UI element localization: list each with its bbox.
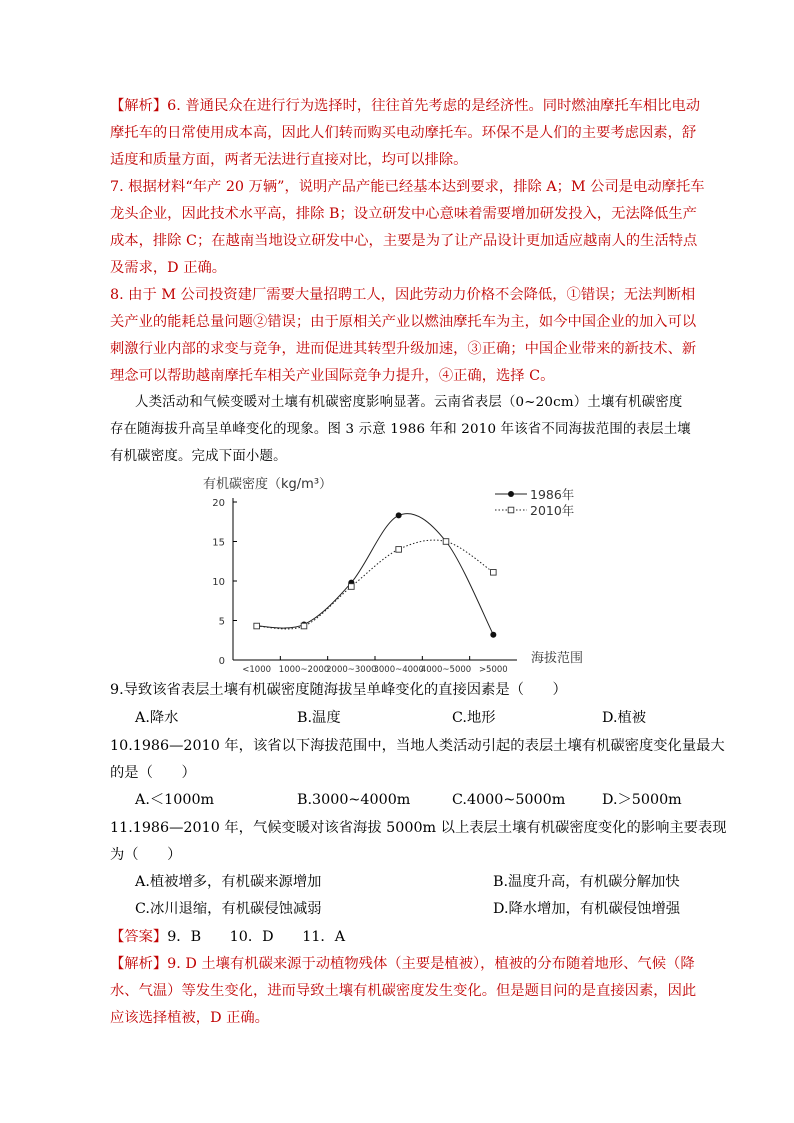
legend-label-1986: 1986年 [530,487,575,502]
legend-label-2010: 2010年 [530,503,575,518]
q9-option-b[interactable]: B.温度 [297,710,341,726]
legend-marker-2010 [508,507,514,513]
analysis-line: 摩托车的日常使用成本高，因此人们转而购买电动摩托车。环保不是人们的主要考虑因素，舒 [110,125,697,141]
data-point-2010 [491,570,497,576]
q10-option-b[interactable]: B.3000~4000m [297,792,411,808]
analysis-line: 8. 由于 M 公司投资建厂需要大量招聘工人，因此劳动力价格不会降低，①错误；无法判断相 [110,287,696,303]
data-point-2010 [301,623,307,629]
x-tick-label: 2000~3000 [326,665,377,675]
y-tick-label: 0 [218,656,225,667]
intro-line: 人类活动和气候变暖对土壤有机碳密度影响显著。云南省表层（0~20cm）土壤有机碳密度 [135,395,683,410]
data-point-2010 [254,623,260,629]
question-10-stem-cont: 的是（ ） [110,765,196,781]
x-tick-label: >5000 [478,665,508,675]
q9-option-d[interactable]: D.植被 [602,710,647,726]
answer-label: 【答案】 [110,929,168,945]
question-10-stem: 10.1986—2010 年，该省以下海拔范围中，当地人类活动引起的表层土壤有机碳密度变化量最大 [110,738,725,754]
q10-option-d[interactable]: D.＞5000m [602,792,682,808]
question-9-stem: 9.导致该省表层土壤有机碳密度随海拔呈单峰变化的直接因素是（ ） [110,682,567,698]
data-point-2010 [349,584,355,590]
q10-option-a[interactable]: A.＜1000m [135,792,215,808]
y-tick-label: 10 [212,577,225,588]
analysis-line: 及需求，D 正确。 [110,260,227,276]
question-11-stem-cont: 为（ ） [110,847,182,863]
y-axis-title: 有机碳密度（kg/m³） [203,477,333,492]
analysis-line: 关产业的能耗总量问题②错误；由于原相关产业以燃油摩托车为主，如今中国企业的加入可以 [110,314,697,330]
q9-option-c[interactable]: C.地形 [452,710,496,726]
x-tick-label: 1000~2000 [278,665,330,675]
question-11-stem: 11.1986—2010 年，气候变暖对该省海拔 5000m 以上表层土壤有机碳密度变化的影响主要表现 [110,820,727,836]
data-point-2010 [396,547,402,553]
q11-option-d[interactable]: D.降水增加，有机碳侵蚀增强 [493,901,681,917]
x-tick-label: <1000 [242,665,272,675]
x-axis-title: 海拔范围 [531,651,584,666]
data-point-2010 [443,539,449,545]
x-tick-label: 3000~4000 [373,665,424,675]
analysis-line: 刺激行业内部的求变与竞争，进而促进其转型升级加速，③正确；中国企业带来的新技术、新 [110,341,697,357]
analysis-line: 龙头企业，因此技术水平高，排除 B；设立研发中心意味着需要增加研发投入，无法降低生产 [110,206,697,222]
y-tick-label: 5 [218,616,225,628]
intro-line: 存在随海拔升高呈单峰变化的现象。图 3 示意 1986 年和 2010 年该省不同海拔范围的表层土壤 [110,422,691,437]
q9-option-a[interactable]: A.降水 [135,710,179,726]
analysis-line: 适度和质量方面，两者无法进行直接对比，均可以排除。 [110,152,468,168]
analysis-line: 【解析】6. 普通民众在进行行为选择时，往往首先考虑的是经济性。同时燃油摩托车相比电动 [110,98,701,114]
analysis-line: 成本，排除 C；在越南当地设立研发中心，主要是为了让产品设计更加适应越南人的生活特点 [110,233,698,249]
organic-carbon-chart [195,468,605,682]
analysis-line: 理念可以帮助越南摩托车相关产业国际竞争力提升，④正确，选择 C。 [110,368,555,384]
q11-option-c[interactable]: C.冰川退缩，有机碳侵蚀减弱 [135,901,322,917]
y-tick-label: 20 [212,498,225,509]
q11-option-a[interactable]: A.植被增多，有机碳来源增加 [135,874,322,890]
intro-line: 有机碳密度。完成下面小题。 [110,449,287,464]
answer-line [110,927,345,947]
series-line-1986 [257,514,494,635]
q10-option-c[interactable]: C.4000~5000m [452,792,566,808]
legend-marker-1986 [508,491,514,497]
analysis-line: 7. 根据材料“年产 20 万辆”，说明产品产能已经基本达到要求，排除 A；M 公司是电动摩托车 [110,179,705,195]
answer-text: 9．B 10．D 11．A [167,929,346,945]
data-point-1986 [490,632,496,638]
analysis-line: 应该选择植被，D 正确。 [110,1010,269,1026]
series-line-2010 [257,540,494,629]
chart-svg [195,468,605,678]
data-point-1986 [396,512,402,518]
q11-option-b[interactable]: B.温度升高，有机碳分解加快 [493,874,680,890]
y-tick-label: 15 [212,537,225,549]
analysis-line: 【解析】9. D 土壤有机碳来源于动植物残体（主要是植被），植被的分布随着地形、气候（降 [110,956,695,972]
x-tick-label: 4000~5000 [420,665,472,675]
analysis-line: 水、气温）等发生变化，进而导致土壤有机碳密度发生变化。但是题目问的是直接因素，因此 [110,983,697,999]
